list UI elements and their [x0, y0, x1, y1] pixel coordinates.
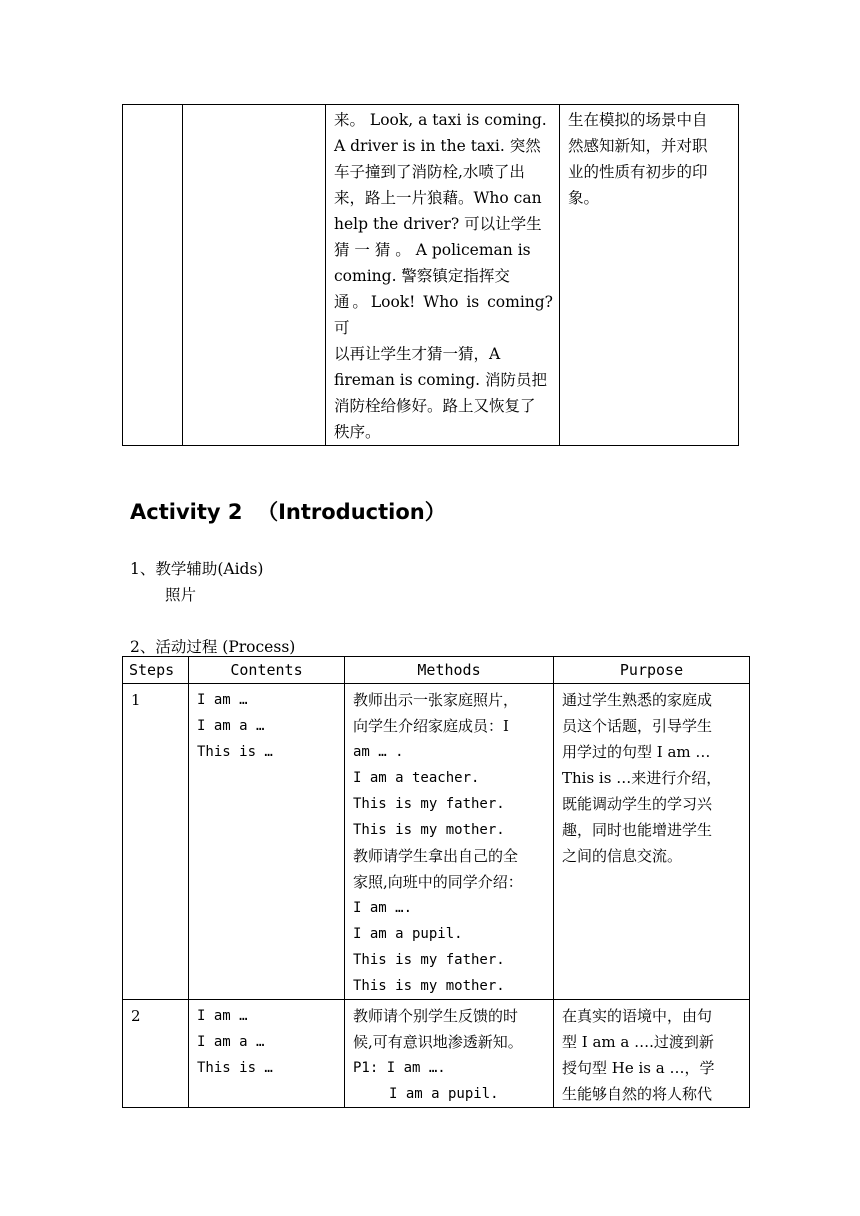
- text-line: 教师请学生拿出自己的全: [353, 847, 519, 865]
- text-line: 来，路上一片狼藉。Who can: [334, 189, 542, 207]
- purpose-cell: [554, 1000, 750, 1108]
- text-line: help the driver? 可以让学生: [334, 215, 542, 233]
- header-purpose: Purpose: [554, 657, 750, 684]
- contents-text: [189, 684, 344, 765]
- text-line: 候,可有意识地渗透新知。: [353, 1033, 523, 1051]
- methods-cell: [326, 105, 560, 446]
- text-line: I am a …: [197, 718, 265, 734]
- text-line: This is my father.: [353, 952, 505, 968]
- contents-cell: [189, 1000, 345, 1108]
- methods-text: [326, 105, 559, 445]
- activity-heading: Activity 2 （Introduction）: [130, 500, 446, 524]
- purpose-text: [554, 1000, 749, 1107]
- purpose-text: [560, 105, 738, 211]
- text-line: I am a …: [197, 1034, 265, 1050]
- step-number: 2: [131, 1007, 141, 1025]
- text-line: This is …来进行介绍，: [562, 769, 722, 787]
- text-line: 车子撞到了消防栓,水喷了出: [334, 163, 525, 181]
- text-line: I am a pupil.: [389, 1086, 499, 1102]
- text-line: 员这个话题，引导学生: [562, 717, 713, 735]
- aids-value: 照片: [165, 586, 197, 604]
- text-line: A driver is in the taxi. 突然: [334, 137, 541, 155]
- text-line: 猜 一 猜 。 A policeman is: [334, 241, 531, 259]
- process-label: 2、活动过程 (Process): [130, 638, 296, 656]
- text-line: 既能调动学生的学习兴: [562, 795, 713, 813]
- header-steps: Steps: [123, 657, 189, 684]
- text-line: This is …: [197, 744, 273, 760]
- table-header-row: [123, 657, 750, 684]
- header-methods: Methods: [345, 657, 554, 684]
- step-cell: [123, 1000, 189, 1108]
- contents-cell: [183, 105, 326, 446]
- text-line: 消防栓给修好。路上又恢复了: [334, 397, 536, 415]
- methods-cell: [345, 1000, 554, 1108]
- text-line: coming. 警察镇定指挥交: [334, 267, 510, 285]
- continuation-table: [122, 104, 739, 446]
- aids-label: 1、教学辅助(Aids): [130, 560, 264, 578]
- text-line: 来。 Look, a taxi is coming.: [334, 111, 547, 129]
- text-line: 生能够自然的将人称代: [562, 1085, 713, 1103]
- contents-text: [189, 1000, 344, 1081]
- purpose-text: [554, 684, 749, 869]
- text-line: 象。: [568, 189, 600, 207]
- methods-text: [345, 684, 553, 999]
- text-line: I am a pupil.: [353, 926, 463, 942]
- text-line: 授句型 He is a …，学: [562, 1059, 715, 1077]
- text-line: I am …: [197, 1008, 248, 1024]
- text-line: 用学过的句型 I am …: [562, 743, 711, 761]
- contents-cell: [189, 684, 345, 1000]
- step-number: 1: [131, 691, 141, 709]
- step-cell: [123, 684, 189, 1000]
- text-line: P1: I am ….: [353, 1060, 446, 1076]
- text-line: This is …: [197, 1060, 273, 1076]
- text-line: I am ….: [353, 900, 413, 916]
- text-line: 通。Look! Who is coming? 可: [334, 293, 553, 337]
- text-line: am … .: [353, 744, 404, 760]
- text-line: 向学生介绍家庭成员：I: [353, 717, 509, 735]
- table-row: [123, 684, 750, 1000]
- text-line: This is my father.: [353, 796, 505, 812]
- text-line: 家照,向班中的同学介绍：: [353, 873, 523, 891]
- text-line: fireman is coming. 消防员把: [334, 371, 548, 389]
- text-line: 然感知新知，并对职: [568, 137, 708, 155]
- header-contents: Contents: [189, 657, 345, 684]
- text-line: 趣，同时也能增进学生: [562, 821, 713, 839]
- text-line: 教师请个别学生反馈的时: [353, 1007, 519, 1025]
- text-line: 生在模拟的场景中自: [568, 111, 708, 129]
- text-line: 在真实的语境中，由句: [562, 1007, 713, 1025]
- text-line: This is my mother.: [353, 978, 505, 994]
- purpose-cell: [560, 105, 739, 446]
- text-line: I am a teacher.: [353, 770, 480, 786]
- process-table: [122, 656, 750, 1108]
- text-line: 秩序。: [334, 423, 381, 441]
- text-line: 业的性质有初步的印: [568, 163, 708, 181]
- text-line: 以再让学生才猜一猜，A: [334, 345, 501, 363]
- text-line: 之间的信息交流。: [562, 847, 683, 865]
- table-row: [123, 1000, 750, 1108]
- methods-text: [345, 1000, 553, 1107]
- text-line: This is my mother.: [353, 822, 505, 838]
- text-line: 教师出示一张家庭照片，: [353, 691, 519, 709]
- text-line: 通过学生熟悉的家庭成: [562, 691, 713, 709]
- text-line: 型 I am a ….过渡到新: [562, 1033, 714, 1051]
- steps-cell: [123, 105, 183, 446]
- text-line: I am …: [197, 692, 248, 708]
- purpose-cell: [554, 684, 750, 1000]
- methods-cell: [345, 684, 554, 1000]
